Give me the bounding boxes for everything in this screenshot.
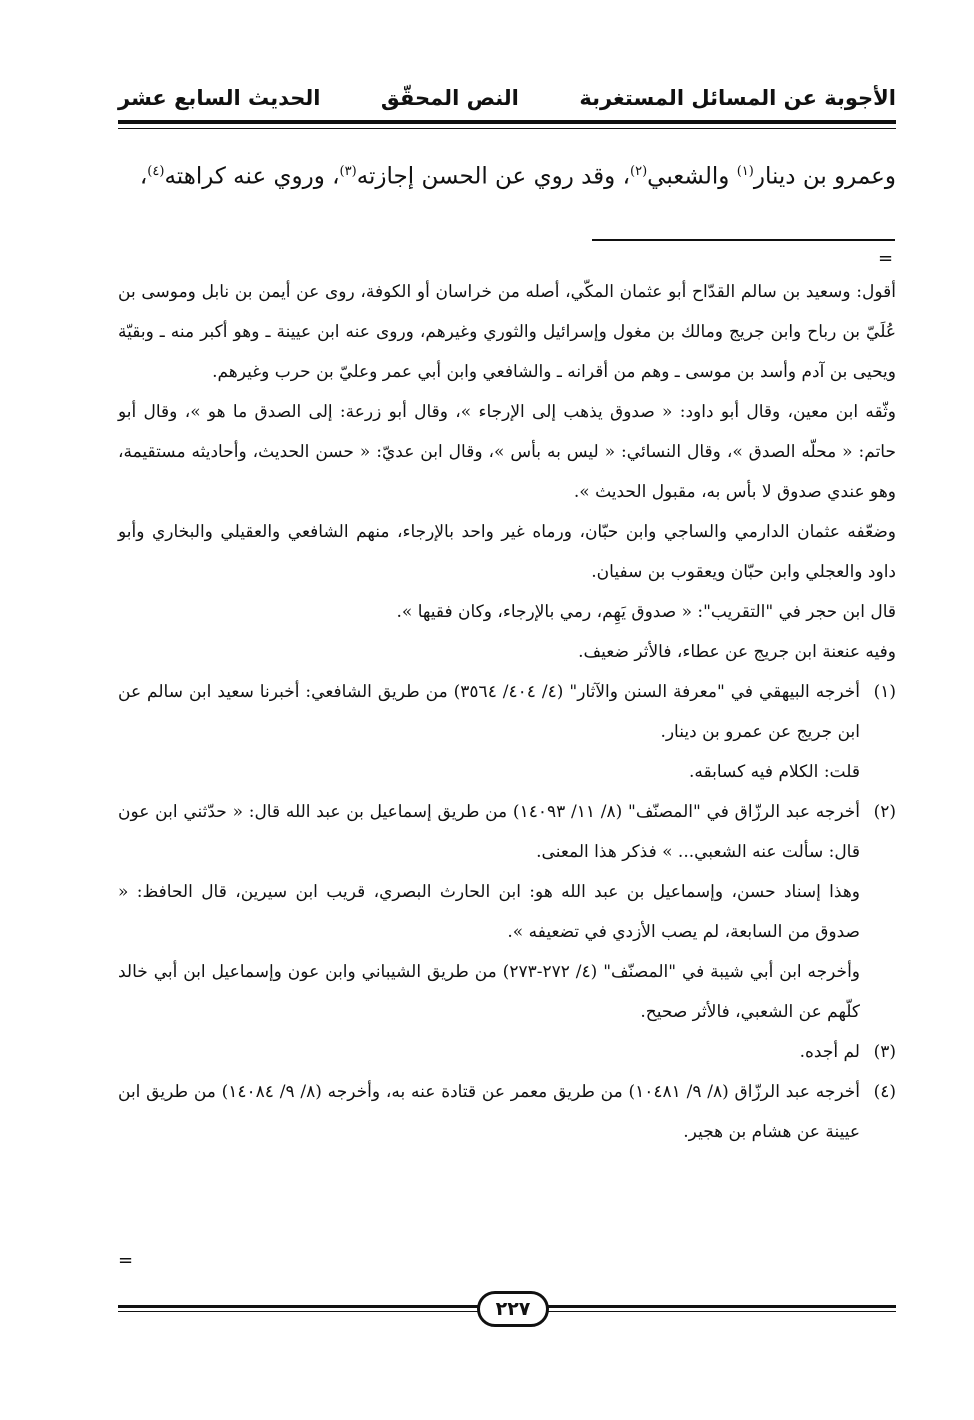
footnote bbox=[118, 792, 896, 1032]
header-book-title: الأجوبة عن المسائل المستغربة bbox=[579, 86, 896, 110]
note-paragraph bbox=[118, 1032, 860, 1072]
footnote-number: (٢) bbox=[873, 802, 896, 822]
note-line: وأحاديثه مستقيمة، وهو عندي صدوق لا بأس به، مقبول الحديث ». bbox=[118, 442, 896, 502]
note-line: ابن عون قال: سألت عنه الشعبي... » فذكر هذا المعنى. bbox=[118, 802, 860, 862]
note-paragraph bbox=[118, 272, 896, 392]
note-line: طريق ابن عيينة عن هشام بن هجير. bbox=[118, 1082, 860, 1142]
note-line: وموسى بن عُلَيّ بن رباح وابن جريج ومالك بن مغول وإسرائيل والثوري وغيرهم، وروى عنه bbox=[118, 282, 896, 342]
note-line: أخرجه عبد الرزّاق (٨/ ٩/ ١٠٤٨١) من طريق معمر عن قتادة عنه به، وأخرجه (٨/ ٩/ ١٤٠٨٤) من bbox=[193, 1082, 860, 1102]
note-line: ابن عيينة ـ وهو أكبر منه ـ وبقيّة ويحيى بن آدم وأسد بن موسى ـ وهم من أقرانه ـ والشافعي bbox=[118, 322, 896, 382]
note-paragraph bbox=[118, 672, 860, 752]
main-text bbox=[118, 148, 896, 196]
header-section: النص المحقّق bbox=[380, 86, 519, 110]
note-line: لم أجده. bbox=[799, 1042, 860, 1062]
footnote-ref-4[interactable]: (٤) bbox=[147, 164, 165, 179]
note-line: وهذا إسناد حسن، وإسماعيل بن عبد الله هو: ابن الحارث البصري، قريب ابن سيرين، قال الحافظ: bbox=[136, 882, 860, 902]
note-line: قلت: الكلام فيه كسابقه. bbox=[688, 762, 860, 782]
footnote-number: (١) bbox=[873, 682, 896, 702]
note-paragraph bbox=[118, 1072, 860, 1152]
footnotes-area bbox=[118, 272, 896, 1152]
footnote-separator bbox=[592, 239, 895, 241]
note-paragraph bbox=[118, 592, 896, 632]
footnote-ref-2[interactable]: (٢) bbox=[630, 164, 648, 179]
footnote bbox=[118, 1072, 896, 1152]
footnote-number: (٣) bbox=[873, 1042, 896, 1062]
note-line: وابن أبي عمر وعليّ بن حرب وغيرهم. bbox=[212, 362, 478, 382]
note-line: وفيه عنعنة ابن جريج عن عطاء، فالأثر ضعيف. bbox=[578, 642, 896, 662]
note-line: أخرجه عبد الرزّاق في "المصنّف" (٨/ ١١/ ١٤٠٩٣) من طريق إسماعيل بن عبد الله قال: « حدّثني bbox=[183, 802, 861, 822]
page-number: ٢٢٧ bbox=[495, 1298, 531, 1320]
footnote-ref-1[interactable]: (١) bbox=[736, 164, 754, 179]
continuation-mark-bottom: = bbox=[118, 1250, 134, 1271]
note-line: أخرجه البيهقي في "معرفة السنن والآثار" (٤/ ٤٠٤/ ٣٥٦٤) من طريق الشافعي: أخبرنا سعيد bbox=[217, 682, 860, 702]
footnote-ref-3[interactable]: (٣) bbox=[339, 164, 357, 179]
header-rule-thick bbox=[118, 120, 896, 124]
note-line: « صدوق من السابعة، لم يصب الأزدي في تضعيفه ». bbox=[118, 882, 860, 942]
note-paragraph bbox=[118, 632, 896, 672]
note-paragraph bbox=[118, 512, 896, 592]
footnote bbox=[118, 672, 896, 792]
note-line: وضعّفه عثمان الدارمي والساجي وابن حبّان، ورماه غير واحد بالإرجاء، منهم الشافعي والعقيلي bbox=[220, 522, 896, 542]
note-line: والبخاري وأبو داود والعجلي وابن حبّان ويعقوب بن سفيان. bbox=[118, 522, 896, 582]
note-paragraph bbox=[118, 952, 860, 1032]
note-line: وأخرجه ابن أبي شيبة في "المصنّف" (٤/ ٢٧٢-٢٧٣) من طريق الشيباني وابن عون وإسماعيل bbox=[211, 962, 861, 982]
note-line: ابن أبي خالد كلّهم عن الشعبي، فالأثر صحيح. bbox=[118, 962, 860, 1022]
note-paragraph bbox=[118, 392, 896, 512]
footnote-number: (٤) bbox=[873, 1082, 896, 1102]
note-line: وثّقه ابن معين، وقال أبو داود: « صدوق يذهب إلى الإرجاء »، وقال أبو زرعة: إلى الصدق ما هو »، bbox=[184, 402, 897, 422]
header-chapter: الحديث السابع عشر bbox=[118, 86, 321, 110]
page-number-badge bbox=[477, 1291, 549, 1327]
note-line: أقول: وسعيد بن سالم القدّاح أبو عثمان المكّي، أصله من خراسان أو الكوفة، روى عن أيمن بن نابل bbox=[201, 282, 897, 302]
main-text-segment: ، وقد روي عن الحسن إجازته bbox=[356, 163, 631, 190]
note-line: ابن سالم عن ابن جريج عن عمرو بن دينار. bbox=[118, 682, 860, 742]
note-line: قال ابن حجر في "التقريب": « صدوق يَهِم، رمي بالإرجاء، وكان فقيها ». bbox=[396, 602, 896, 622]
continuation-mark-top: = bbox=[878, 248, 894, 269]
main-text-segment: ، bbox=[139, 163, 148, 190]
footnote bbox=[118, 1032, 896, 1072]
main-text-segment: ، وروي عنه كراهته bbox=[164, 163, 340, 190]
note-paragraph bbox=[118, 792, 860, 872]
note-paragraph bbox=[118, 872, 860, 952]
note-paragraph bbox=[118, 752, 860, 792]
running-header bbox=[118, 78, 896, 118]
main-text-segment: وعمرو بن دينار bbox=[753, 163, 896, 190]
note-line: وقال أبو حاتم: « محلّه الصدق »، وقال النسائي: « ليس به بأس »، وقال ابن عديّ: « حسن الحديث، bbox=[118, 402, 896, 462]
main-text-segment: والشعبي bbox=[647, 163, 737, 190]
header-rule-thin bbox=[118, 128, 896, 129]
